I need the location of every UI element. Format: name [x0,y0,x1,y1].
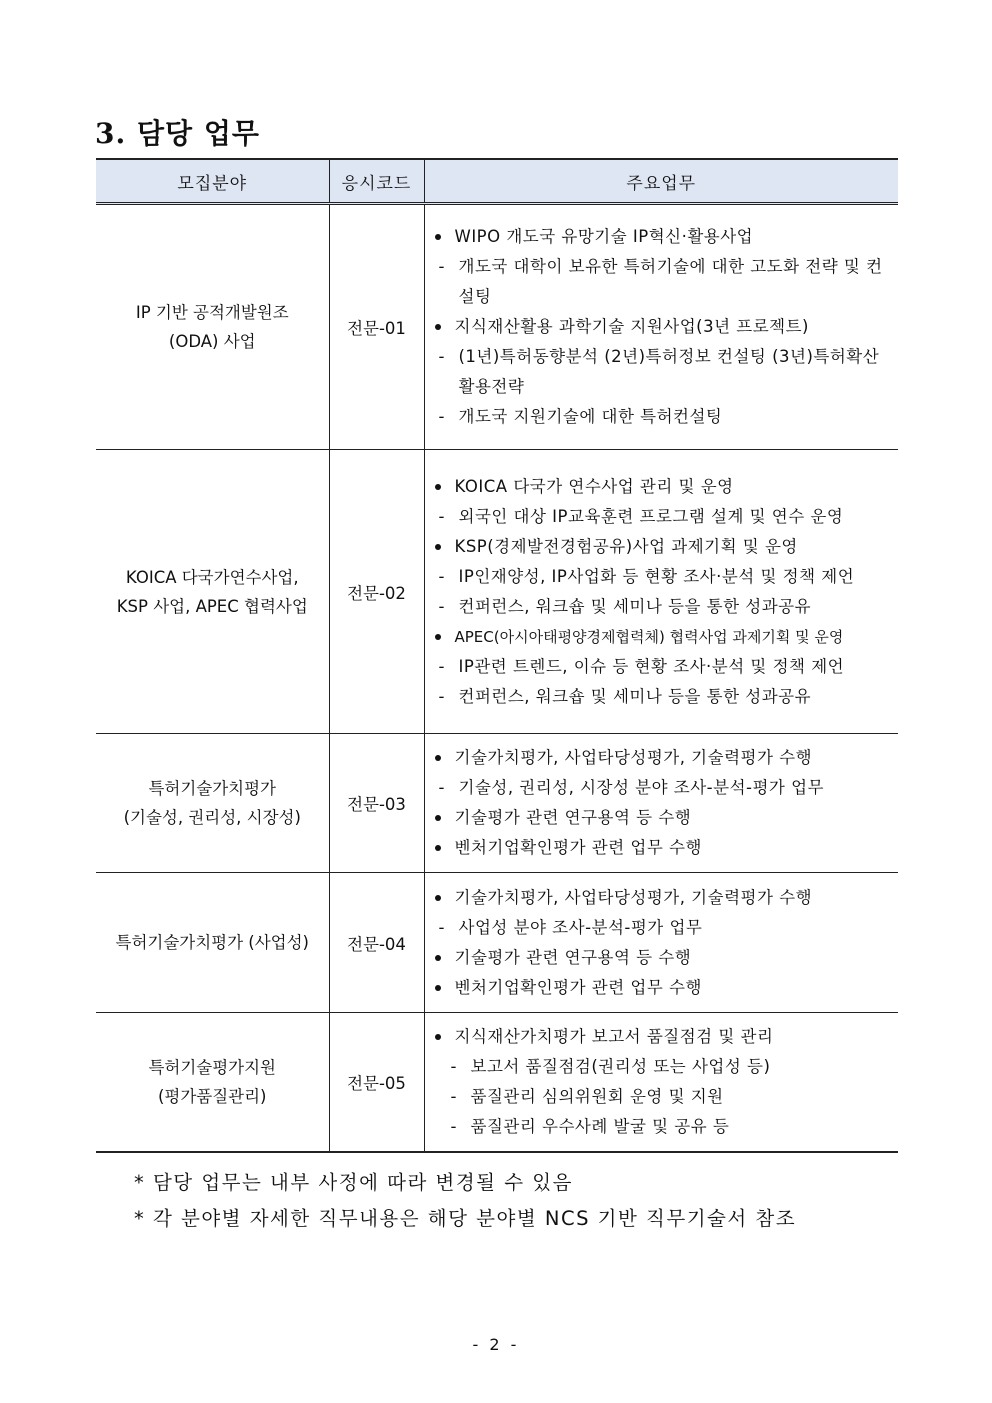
list-item: - 외국인 대상 IP교육훈련 프로그램 설계 및 연수 운영 [429,502,893,532]
duty-list [429,472,893,712]
duties-cell [424,734,898,873]
field-line: KOICA 다국가연수사업, [125,567,299,587]
code-cell: 전문-02 [329,450,424,734]
code-cell: 전문-01 [329,204,424,450]
field-line: (ODA) 사업 [168,332,256,351]
field-line: IP 기반 공적개발원조 [135,303,289,322]
table-row [96,204,898,450]
field-cell [96,734,329,873]
field-line: KSP 사업, APEC 협력사업 [116,596,308,616]
list-item: - 개도국 대학이 보유한 특허기술에 대한 고도화 전략 및 컨설팅 [429,252,893,312]
table-row [96,734,898,873]
footnote: * 각 분야별 자세한 직무내용은 해당 분야별 NCS 기반 직무기술서 참조 [134,1207,797,1230]
table-row [96,873,898,1013]
list-item: - 컨퍼런스, 워크숍 및 세미나 등을 통한 성과공유 [429,682,893,712]
field-cell [96,1013,329,1152]
field-line: 특허기술가치평가 (사업성) [115,933,309,952]
list-item: - 보고서 품질점검(권리성 또는 사업성 등) [429,1052,893,1082]
list-item: - 품질관리 우수사례 발굴 및 공유 등 [429,1112,893,1142]
list-item: 기술가치평가, 사업타당성평가, 기술력평가 수행 [429,883,893,913]
duties-cell [424,873,898,1013]
code-cell: 전문-04 [329,873,424,1013]
field-line: 특허기술평가지원 [148,1057,276,1077]
duty-table [96,158,898,1153]
list-item: WIPO 개도국 유망기술 IP혁신·활용사업 [429,222,893,252]
list-item: KSP(경제발전경험공유)사업 과제기획 및 운영 [429,532,893,562]
list-item: - IP인재양성, IP사업화 등 현황 조사·분석 및 정책 제언 [429,562,893,592]
list-item: - 품질관리 심의위원회 운영 및 지원 [429,1082,893,1112]
table-row [96,450,898,734]
list-item: 벤처기업확인평가 관련 업무 수행 [429,973,893,1003]
header-field: 모집분야 [96,159,329,204]
list-item: 기술평가 관련 연구용역 등 수행 [429,803,893,833]
list-item: 지식재산활용 과학기술 지원사업(3년 프로젝트) [429,312,893,342]
header-code: 응시코드 [329,159,424,204]
list-item: - 기술성, 권리성, 시장성 분야 조사-분석-평가 업무 [429,773,893,803]
code-cell: 전문-03 [329,734,424,873]
field-line: (기술성, 권리성, 시장성) [123,808,301,827]
list-item: APEC(아시아태평양경제협력체) 협력사업 과제기획 및 운영 [429,622,893,652]
field-line: (평가품질관리) [157,1086,267,1106]
field-line: 특허기술가치평가 [148,779,276,798]
section-heading: 3. 담당 업무 [95,117,260,150]
duty-list [429,743,893,863]
duties-cell [424,204,898,450]
duties-cell [424,450,898,734]
list-item: - (1년)특허동향분석 (2년)특허정보 컨설팅 (3년)특허확산활용전략 [429,342,893,402]
list-item: - 컨퍼런스, 워크숍 및 세미나 등을 통한 성과공유 [429,592,893,622]
header-duties: 주요업무 [424,159,898,204]
list-item: - IP관련 트렌드, 이슈 등 현황 조사·분석 및 정책 제언 [429,652,893,682]
list-item: 벤처기업확인평가 관련 업무 수행 [429,833,893,863]
table-header-row [96,159,898,204]
list-item: 기술평가 관련 연구용역 등 수행 [429,943,893,973]
page-number: - 2 - [472,1335,520,1354]
field-cell [96,873,329,1013]
duties-cell [424,1013,898,1152]
list-item: 기술가치평가, 사업타당성평가, 기술력평가 수행 [429,743,893,773]
list-item: 지식재산가치평가 보고서 품질점검 및 관리 [429,1022,893,1052]
duty-list [429,883,893,1003]
field-cell [96,204,329,450]
field-cell [96,450,329,734]
table-row [96,1013,898,1152]
list-item: - 사업성 분야 조사-분석-평가 업무 [429,913,893,943]
duty-list [429,1022,893,1142]
list-item: - 개도국 지원기술에 대한 특허컨설팅 [429,402,893,432]
footnotes [134,1165,796,1237]
list-item: KOICA 다국가 연수사업 관리 및 운영 [429,472,893,502]
footnote: * 담당 업무는 내부 사정에 따라 변경될 수 있음 [134,1171,573,1194]
code-cell: 전문-05 [329,1013,424,1152]
duty-list [429,222,893,432]
